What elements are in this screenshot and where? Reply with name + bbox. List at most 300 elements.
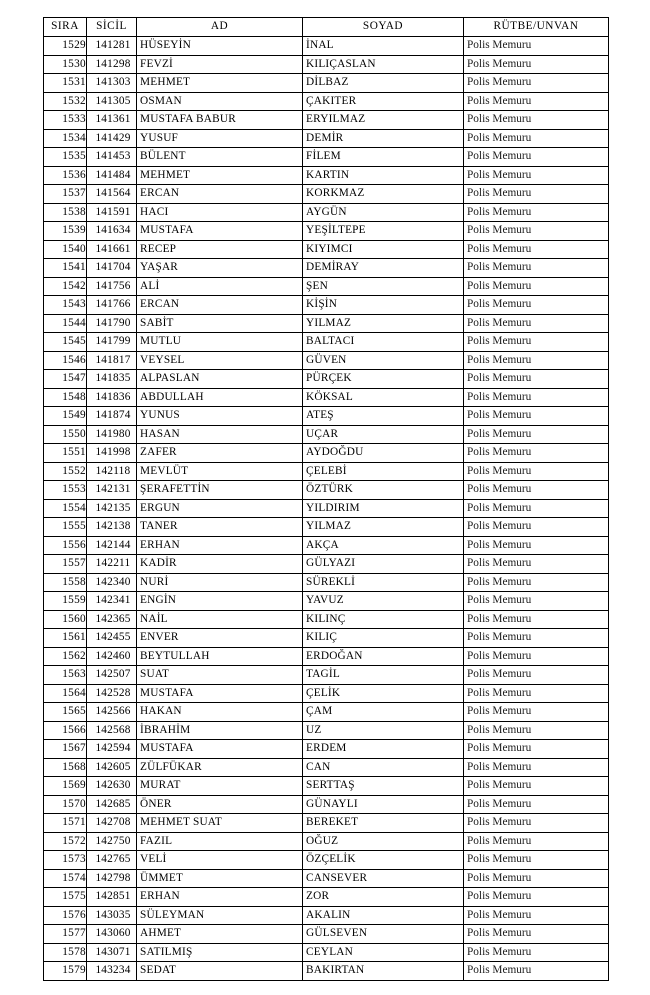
cell-ad: MUSTAFA <box>137 222 303 241</box>
cell-ad: OSMAN <box>137 92 303 111</box>
cell-sicil: 142135 <box>87 499 137 518</box>
table-row <box>44 536 609 555</box>
column-header-ad: AD <box>137 18 303 37</box>
cell-rutbe: Polis Memuru <box>464 647 609 666</box>
cell-soyad: KORKMAZ <box>303 185 464 204</box>
cell-ad: MEHMET <box>137 166 303 185</box>
cell-soyad: KARTIN <box>303 166 464 185</box>
cell-sira: 1549 <box>44 407 87 426</box>
cell-soyad: BEREKET <box>303 814 464 833</box>
cell-sira: 1550 <box>44 425 87 444</box>
table-row <box>44 647 609 666</box>
cell-soyad: YILMAZ <box>303 314 464 333</box>
cell-ad: ÖNER <box>137 795 303 814</box>
table-row <box>44 906 609 925</box>
cell-sira: 1538 <box>44 203 87 222</box>
cell-rutbe: Polis Memuru <box>464 832 609 851</box>
cell-ad: TANER <box>137 518 303 537</box>
cell-sira: 1529 <box>44 37 87 56</box>
cell-rutbe: Polis Memuru <box>464 259 609 278</box>
cell-sicil: 142340 <box>87 573 137 592</box>
cell-soyad: GÜVEN <box>303 351 464 370</box>
cell-sicil: 141756 <box>87 277 137 296</box>
cell-sicil: 142460 <box>87 647 137 666</box>
cell-sira: 1574 <box>44 869 87 888</box>
cell-ad: SEDAT <box>137 962 303 981</box>
cell-sira: 1542 <box>44 277 87 296</box>
cell-rutbe: Polis Memuru <box>464 462 609 481</box>
cell-sicil: 143234 <box>87 962 137 981</box>
cell-sira: 1575 <box>44 888 87 907</box>
cell-ad: ALPASLAN <box>137 370 303 389</box>
cell-soyad: İNAL <box>303 37 464 56</box>
cell-ad: ŞERAFETTİN <box>137 481 303 500</box>
cell-soyad: BALTACI <box>303 333 464 352</box>
cell-ad: BÜLENT <box>137 148 303 167</box>
cell-sicil: 141790 <box>87 314 137 333</box>
cell-rutbe: Polis Memuru <box>464 481 609 500</box>
cell-sira: 1562 <box>44 647 87 666</box>
cell-rutbe: Polis Memuru <box>464 407 609 426</box>
table-row <box>44 832 609 851</box>
cell-ad: YUSUF <box>137 129 303 148</box>
cell-sira: 1566 <box>44 721 87 740</box>
cell-sicil: 142750 <box>87 832 137 851</box>
cell-sicil: 141661 <box>87 240 137 259</box>
cell-ad: BEYTULLAH <box>137 647 303 666</box>
cell-sicil: 141874 <box>87 407 137 426</box>
cell-sira: 1579 <box>44 962 87 981</box>
table-row <box>44 684 609 703</box>
cell-rutbe: Polis Memuru <box>464 777 609 796</box>
cell-rutbe: Polis Memuru <box>464 629 609 648</box>
cell-sira: 1565 <box>44 703 87 722</box>
cell-ad: ÜMMET <box>137 869 303 888</box>
cell-soyad: YAVUZ <box>303 592 464 611</box>
cell-sicil: 142455 <box>87 629 137 648</box>
cell-sicil: 141835 <box>87 370 137 389</box>
cell-ad: FAZIL <box>137 832 303 851</box>
table-row <box>44 592 609 611</box>
personnel-table <box>43 17 609 981</box>
cell-rutbe: Polis Memuru <box>464 555 609 574</box>
table-row <box>44 703 609 722</box>
cell-ad: ERHAN <box>137 536 303 555</box>
cell-sicil: 142507 <box>87 666 137 685</box>
column-header-soyad: SOYAD <box>303 18 464 37</box>
table-row <box>44 37 609 56</box>
cell-rutbe: Polis Memuru <box>464 240 609 259</box>
cell-sicil: 141453 <box>87 148 137 167</box>
cell-sicil: 141817 <box>87 351 137 370</box>
cell-sicil: 141361 <box>87 111 137 130</box>
cell-rutbe: Polis Memuru <box>464 851 609 870</box>
table-row <box>44 721 609 740</box>
table-row <box>44 795 609 814</box>
cell-rutbe: Polis Memuru <box>464 925 609 944</box>
cell-rutbe: Polis Memuru <box>464 684 609 703</box>
cell-sira: 1541 <box>44 259 87 278</box>
cell-rutbe: Polis Memuru <box>464 55 609 74</box>
cell-sira: 1570 <box>44 795 87 814</box>
cell-rutbe: Polis Memuru <box>464 758 609 777</box>
cell-rutbe: Polis Memuru <box>464 795 609 814</box>
cell-sicil: 141564 <box>87 185 137 204</box>
table-row <box>44 499 609 518</box>
table-row <box>44 259 609 278</box>
table-row <box>44 203 609 222</box>
cell-sira: 1537 <box>44 185 87 204</box>
cell-sira: 1530 <box>44 55 87 74</box>
cell-ad: NURİ <box>137 573 303 592</box>
cell-ad: FEVZİ <box>137 55 303 74</box>
cell-rutbe: Polis Memuru <box>464 333 609 352</box>
cell-rutbe: Polis Memuru <box>464 111 609 130</box>
cell-sira: 1545 <box>44 333 87 352</box>
cell-ad: ERGUN <box>137 499 303 518</box>
cell-ad: ERCAN <box>137 185 303 204</box>
cell-sira: 1573 <box>44 851 87 870</box>
cell-soyad: ÇAKITER <box>303 92 464 111</box>
cell-soyad: DEMİRAY <box>303 259 464 278</box>
table-row <box>44 943 609 962</box>
column-header-sicil: SİCİL <box>87 18 137 37</box>
cell-rutbe: Polis Memuru <box>464 425 609 444</box>
cell-sira: 1571 <box>44 814 87 833</box>
table-row <box>44 869 609 888</box>
cell-soyad: AYDOĞDU <box>303 444 464 463</box>
cell-sicil: 142211 <box>87 555 137 574</box>
cell-sira: 1543 <box>44 296 87 315</box>
cell-soyad: ÖZTÜRK <box>303 481 464 500</box>
cell-soyad: ŞEN <box>303 277 464 296</box>
cell-rutbe: Polis Memuru <box>464 296 609 315</box>
cell-ad: AHMET <box>137 925 303 944</box>
cell-sira: 1540 <box>44 240 87 259</box>
cell-rutbe: Polis Memuru <box>464 962 609 981</box>
cell-ad: MUTLU <box>137 333 303 352</box>
cell-sira: 1577 <box>44 925 87 944</box>
cell-soyad: GÜLSEVEN <box>303 925 464 944</box>
cell-rutbe: Polis Memuru <box>464 222 609 241</box>
cell-soyad: ÇELİK <box>303 684 464 703</box>
cell-ad: ABDULLAH <box>137 388 303 407</box>
cell-sira: 1531 <box>44 74 87 93</box>
cell-ad: YAŞAR <box>137 259 303 278</box>
cell-soyad: CANSEVER <box>303 869 464 888</box>
cell-ad: İBRAHİM <box>137 721 303 740</box>
cell-soyad: ATEŞ <box>303 407 464 426</box>
cell-sicil: 142138 <box>87 518 137 537</box>
table-row <box>44 740 609 759</box>
cell-sicil: 141281 <box>87 37 137 56</box>
table-row <box>44 629 609 648</box>
cell-sira: 1535 <box>44 148 87 167</box>
cell-rutbe: Polis Memuru <box>464 610 609 629</box>
cell-ad: HÜSEYİN <box>137 37 303 56</box>
cell-soyad: KILINÇ <box>303 610 464 629</box>
cell-sicil: 142851 <box>87 888 137 907</box>
table-row <box>44 333 609 352</box>
cell-ad: ENGİN <box>137 592 303 611</box>
cell-rutbe: Polis Memuru <box>464 721 609 740</box>
table-row <box>44 758 609 777</box>
cell-ad: MEHMET SUAT <box>137 814 303 833</box>
table-row <box>44 425 609 444</box>
cell-ad: SUAT <box>137 666 303 685</box>
cell-rutbe: Polis Memuru <box>464 666 609 685</box>
cell-soyad: KÖKSAL <box>303 388 464 407</box>
table-row <box>44 462 609 481</box>
cell-sicil: 141704 <box>87 259 137 278</box>
cell-sicil: 141799 <box>87 333 137 352</box>
cell-soyad: CAN <box>303 758 464 777</box>
table-row <box>44 222 609 241</box>
column-header-sira: SIRA <box>44 18 87 37</box>
cell-sicil: 143060 <box>87 925 137 944</box>
cell-ad: VEYSEL <box>137 351 303 370</box>
cell-sicil: 142131 <box>87 481 137 500</box>
cell-soyad: KİŞİN <box>303 296 464 315</box>
cell-ad: ENVER <box>137 629 303 648</box>
cell-ad: ALİ <box>137 277 303 296</box>
cell-sicil: 142118 <box>87 462 137 481</box>
cell-sira: 1564 <box>44 684 87 703</box>
cell-sira: 1568 <box>44 758 87 777</box>
cell-soyad: ERDEM <box>303 740 464 759</box>
cell-sicil: 141634 <box>87 222 137 241</box>
cell-sicil: 142594 <box>87 740 137 759</box>
table-header <box>44 18 609 37</box>
cell-sicil: 142765 <box>87 851 137 870</box>
cell-ad: MUSTAFA <box>137 740 303 759</box>
cell-rutbe: Polis Memuru <box>464 37 609 56</box>
cell-sira: 1546 <box>44 351 87 370</box>
cell-soyad: OĞUZ <box>303 832 464 851</box>
cell-sira: 1539 <box>44 222 87 241</box>
cell-sicil: 141980 <box>87 425 137 444</box>
table-row <box>44 888 609 907</box>
cell-soyad: UÇAR <box>303 425 464 444</box>
table-body <box>44 37 609 981</box>
cell-rutbe: Polis Memuru <box>464 906 609 925</box>
cell-sicil: 141303 <box>87 74 137 93</box>
table-row <box>44 481 609 500</box>
cell-sicil: 142341 <box>87 592 137 611</box>
table-row <box>44 74 609 93</box>
cell-rutbe: Polis Memuru <box>464 536 609 555</box>
cell-sicil: 143071 <box>87 943 137 962</box>
cell-sicil: 141836 <box>87 388 137 407</box>
cell-sira: 1555 <box>44 518 87 537</box>
cell-soyad: KILIÇ <box>303 629 464 648</box>
cell-sicil: 142605 <box>87 758 137 777</box>
cell-sicil: 141429 <box>87 129 137 148</box>
cell-sicil: 143035 <box>87 906 137 925</box>
cell-sira: 1578 <box>44 943 87 962</box>
cell-soyad: FİLEM <box>303 148 464 167</box>
table-row <box>44 351 609 370</box>
cell-rutbe: Polis Memuru <box>464 370 609 389</box>
cell-sira: 1563 <box>44 666 87 685</box>
cell-sicil: 142568 <box>87 721 137 740</box>
cell-rutbe: Polis Memuru <box>464 888 609 907</box>
table-row <box>44 92 609 111</box>
cell-sicil: 141998 <box>87 444 137 463</box>
cell-rutbe: Polis Memuru <box>464 388 609 407</box>
cell-sira: 1556 <box>44 536 87 555</box>
table-row <box>44 277 609 296</box>
table-row <box>44 129 609 148</box>
cell-soyad: AYGÜN <box>303 203 464 222</box>
table-row <box>44 166 609 185</box>
cell-ad: RECEP <box>137 240 303 259</box>
table-row <box>44 925 609 944</box>
cell-sicil: 142528 <box>87 684 137 703</box>
cell-sira: 1572 <box>44 832 87 851</box>
cell-ad: MURAT <box>137 777 303 796</box>
cell-sira: 1567 <box>44 740 87 759</box>
cell-sicil: 142630 <box>87 777 137 796</box>
cell-soyad: YEŞİLTEPE <box>303 222 464 241</box>
table-row <box>44 851 609 870</box>
cell-soyad: BAKIRTAN <box>303 962 464 981</box>
cell-sicil: 142708 <box>87 814 137 833</box>
cell-sicil: 141484 <box>87 166 137 185</box>
cell-soyad: DİLBAZ <box>303 74 464 93</box>
cell-sira: 1559 <box>44 592 87 611</box>
cell-rutbe: Polis Memuru <box>464 869 609 888</box>
cell-sira: 1551 <box>44 444 87 463</box>
cell-sira: 1547 <box>44 370 87 389</box>
cell-sicil: 141305 <box>87 92 137 111</box>
cell-soyad: GÜNAYLI <box>303 795 464 814</box>
cell-sira: 1553 <box>44 481 87 500</box>
cell-soyad: ZOR <box>303 888 464 907</box>
cell-sicil: 142685 <box>87 795 137 814</box>
cell-sira: 1569 <box>44 777 87 796</box>
cell-rutbe: Polis Memuru <box>464 277 609 296</box>
cell-ad: ERHAN <box>137 888 303 907</box>
cell-sira: 1560 <box>44 610 87 629</box>
table-row <box>44 370 609 389</box>
table-row <box>44 573 609 592</box>
table-row <box>44 240 609 259</box>
cell-rutbe: Polis Memuru <box>464 499 609 518</box>
cell-sira: 1561 <box>44 629 87 648</box>
cell-ad: MEVLÜT <box>137 462 303 481</box>
cell-sicil: 141766 <box>87 296 137 315</box>
cell-ad: SABİT <box>137 314 303 333</box>
cell-rutbe: Polis Memuru <box>464 518 609 537</box>
cell-soyad: ÇELEBİ <box>303 462 464 481</box>
cell-ad: NAİL <box>137 610 303 629</box>
cell-soyad: KILIÇASLAN <box>303 55 464 74</box>
cell-sira: 1552 <box>44 462 87 481</box>
cell-soyad: KIYIMCI <box>303 240 464 259</box>
cell-sira: 1548 <box>44 388 87 407</box>
cell-sira: 1558 <box>44 573 87 592</box>
cell-sicil: 142144 <box>87 536 137 555</box>
table-header-row <box>44 18 609 37</box>
cell-soyad: YILMAZ <box>303 518 464 537</box>
cell-soyad: SERTTAŞ <box>303 777 464 796</box>
cell-rutbe: Polis Memuru <box>464 129 609 148</box>
cell-sira: 1534 <box>44 129 87 148</box>
table-row <box>44 610 609 629</box>
table-row <box>44 314 609 333</box>
cell-soyad: SÜREKLİ <box>303 573 464 592</box>
cell-ad: HAKAN <box>137 703 303 722</box>
cell-rutbe: Polis Memuru <box>464 740 609 759</box>
table-row <box>44 518 609 537</box>
cell-sicil: 142365 <box>87 610 137 629</box>
cell-ad: ZAFER <box>137 444 303 463</box>
cell-soyad: ÖZÇELİK <box>303 851 464 870</box>
cell-ad: HASAN <box>137 425 303 444</box>
cell-sicil: 141298 <box>87 55 137 74</box>
cell-soyad: TAGİL <box>303 666 464 685</box>
cell-soyad: AKALIN <box>303 906 464 925</box>
cell-soyad: AKÇA <box>303 536 464 555</box>
cell-ad: HACI <box>137 203 303 222</box>
cell-rutbe: Polis Memuru <box>464 703 609 722</box>
table-row <box>44 555 609 574</box>
cell-sira: 1557 <box>44 555 87 574</box>
cell-rutbe: Polis Memuru <box>464 74 609 93</box>
cell-rutbe: Polis Memuru <box>464 573 609 592</box>
cell-soyad: ERDOĞAN <box>303 647 464 666</box>
cell-ad: ERCAN <box>137 296 303 315</box>
cell-ad: MUSTAFA BABUR <box>137 111 303 130</box>
cell-ad: SÜLEYMAN <box>137 906 303 925</box>
cell-soyad: CEYLAN <box>303 943 464 962</box>
cell-soyad: PÜRÇEK <box>303 370 464 389</box>
cell-sira: 1532 <box>44 92 87 111</box>
cell-soyad: ERYILMAZ <box>303 111 464 130</box>
table-row <box>44 55 609 74</box>
table-row <box>44 777 609 796</box>
cell-rutbe: Polis Memuru <box>464 814 609 833</box>
table-row <box>44 666 609 685</box>
cell-sira: 1544 <box>44 314 87 333</box>
cell-soyad: DEMİR <box>303 129 464 148</box>
cell-rutbe: Polis Memuru <box>464 444 609 463</box>
cell-rutbe: Polis Memuru <box>464 203 609 222</box>
cell-sicil: 142798 <box>87 869 137 888</box>
cell-rutbe: Polis Memuru <box>464 592 609 611</box>
cell-rutbe: Polis Memuru <box>464 943 609 962</box>
column-header-rutbe-unvan: RÜTBE/UNVAN <box>464 18 609 37</box>
table-row <box>44 444 609 463</box>
table-row <box>44 407 609 426</box>
cell-rutbe: Polis Memuru <box>464 314 609 333</box>
table-row <box>44 185 609 204</box>
cell-ad: MUSTAFA <box>137 684 303 703</box>
cell-rutbe: Polis Memuru <box>464 166 609 185</box>
table-row <box>44 111 609 130</box>
personnel-table-container <box>43 17 608 981</box>
cell-rutbe: Polis Memuru <box>464 148 609 167</box>
cell-sira: 1554 <box>44 499 87 518</box>
cell-ad: VELİ <box>137 851 303 870</box>
cell-soyad: YILDIRIM <box>303 499 464 518</box>
cell-ad: MEHMET <box>137 74 303 93</box>
cell-ad: KADİR <box>137 555 303 574</box>
cell-soyad: ÇAM <box>303 703 464 722</box>
cell-rutbe: Polis Memuru <box>464 351 609 370</box>
cell-soyad: UZ <box>303 721 464 740</box>
